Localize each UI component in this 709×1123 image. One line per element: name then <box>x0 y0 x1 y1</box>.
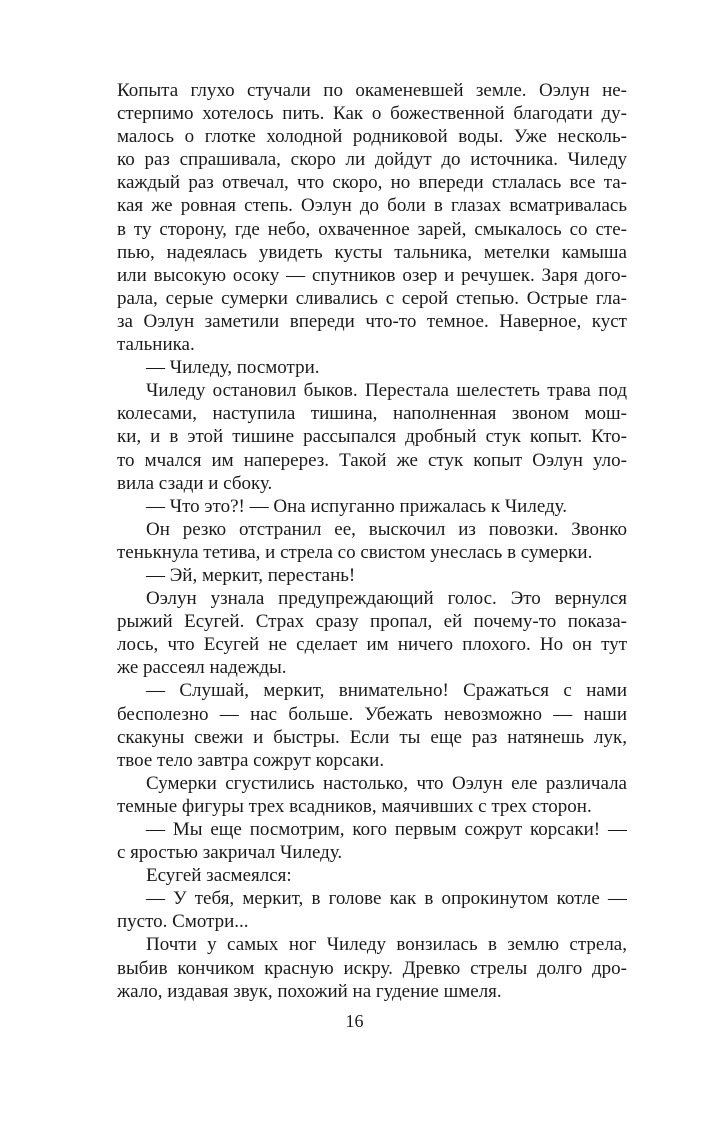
text-line: Чиледу остановил быков. Перестала шелестеть трава под <box>146 380 627 402</box>
text-line: твое тело завтра сожрут корсаки. <box>117 749 385 771</box>
text-line: ки, и в этой тишине рассыпался дробный стук копыт. Кто- <box>117 426 627 448</box>
text-line: каждый раз отвечал, что скоро, но впереди стлалась все та- <box>117 172 627 194</box>
text-line: Копыта глухо стучали по окаменевшей земле. Оэлун не- <box>117 80 627 101</box>
text-line: то мчался им наперерез. Такой же стук копыт Оэлун уло- <box>117 449 627 471</box>
text-line: ко раз спрашивала, скоро ли дойдут до источника. Чиледу <box>117 149 627 171</box>
text-line: колесами, наступила тишина, наполненная звоном мош- <box>117 403 627 425</box>
text-line: стерпимо хотелось пить. Как о божественной благодати ду- <box>117 103 627 125</box>
text-line: тальника. <box>117 334 195 356</box>
text-line: за Оэлун заметили впереди что-то темное. Наверное, куст <box>117 310 627 332</box>
text-line: малось о глотке холодной родниковой воды. Уже несколь- <box>117 126 627 148</box>
page-number: 16 <box>345 1011 364 1031</box>
text-line: бесполезно — нас больше. Убежать невозможно — наши <box>117 703 627 725</box>
text-line: Почти у самых ног Чиледу вонзилась в землю стрела, <box>146 934 627 956</box>
text-line: рыжий Есугей. Страх сразу пропал, ей почему-то показа- <box>117 611 627 633</box>
text-line: — У тебя, меркит, в голове как в опрокинутом котле — <box>146 888 627 910</box>
text-line: скакуны свежи и быстры. Если ты еще раз натянешь лук, <box>117 726 627 748</box>
text-line: жало, издавая звук, похожий на гудение шмеля. <box>117 980 502 1002</box>
text-line: темные фигуры трех всадников, маячивших с трех сторон. <box>117 795 592 817</box>
text-line: Оэлун узнала предупреждающий голос. Это вернулся <box>146 588 627 610</box>
text-line: или высокую осоку — спутников озер и речушек. Заря дого- <box>117 264 627 286</box>
text-line: — Мы еще посмотрим, кого первым сожрут корсаки! — <box>146 819 627 840</box>
text-line: тенькнула тетива, и стрела со свистом унеслась в сумерки. <box>117 541 593 563</box>
text-line: пусто. Смотри... <box>117 911 249 933</box>
text-line: — Эй, меркит, перестань! <box>146 564 356 586</box>
text-line: Он резко отстранил ее, выскочил из повозки. Звонко <box>146 518 627 540</box>
body-text <box>117 79 627 1003</box>
text-line: в ту сторону, где небо, охваченное зарей, смыкалось со сте- <box>117 218 627 240</box>
text-line: Сумерки сгустились настолько, что Оэлун еле различала <box>146 772 627 794</box>
text-line: рала, серые сумерки сливались с серой степью. Острые гла- <box>117 287 627 309</box>
text-line: лось, что Есугей не сделает им ничего плохого. Но он тут <box>117 634 627 656</box>
text-line: вила сзади и сбоку. <box>117 472 273 494</box>
text-line: выбив кончиком красную искру. Древко стрелы долго дро- <box>117 957 627 979</box>
text-line: — Что это?! — Она испуганно прижалась к Чиледу. <box>146 495 568 517</box>
text-line: пью, надеялась увидеть кусты тальника, метелки камыша <box>117 241 627 263</box>
text-line: — Слушай, меркит, внимательно! Сражаться с нами <box>146 680 627 702</box>
text-line: Есугей засмеялся: <box>146 865 292 887</box>
text-line: же рассеял надежды. <box>117 657 287 679</box>
text-line: с яростью закричал Чиледу. <box>117 842 343 864</box>
text-line: — Чиледу, посмотри. <box>146 357 320 379</box>
text-line: кая же ровная степь. Оэлун до боли в глазах всматривалась <box>117 195 627 217</box>
